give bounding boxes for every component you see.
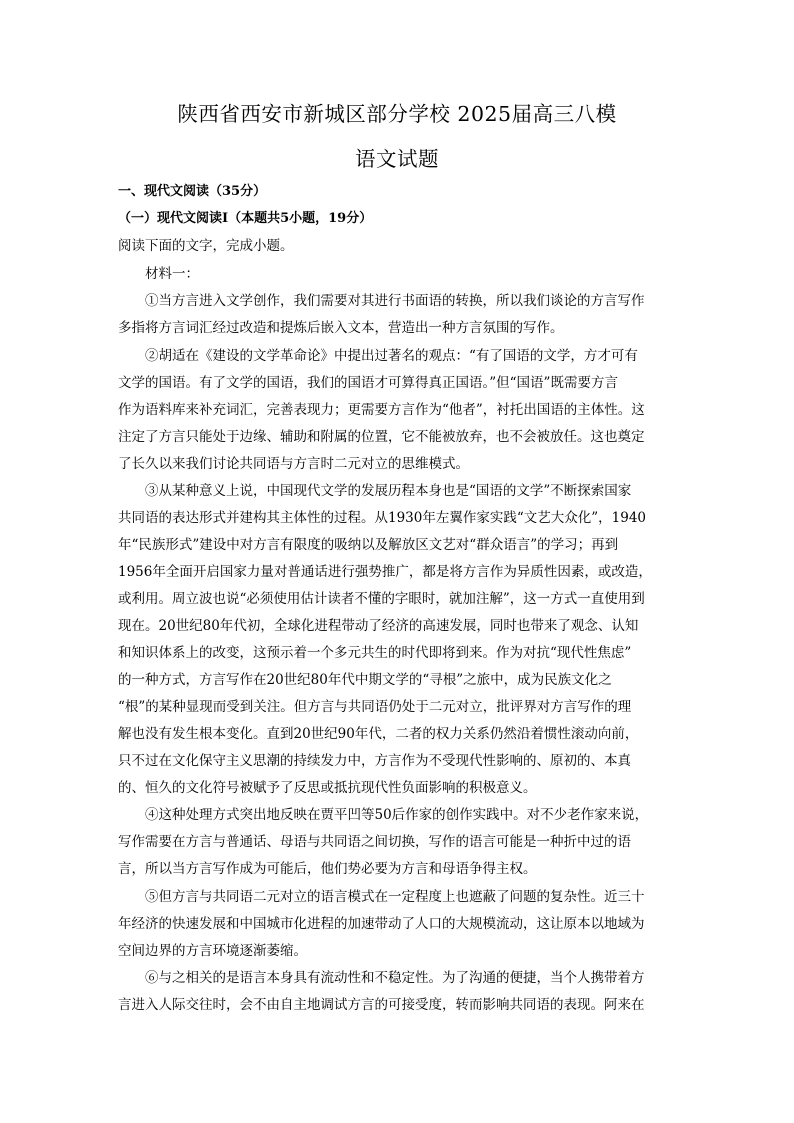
text-line: 注定了方言只能处于边缘、辅助和附属的位置，它不能被放弃，也不会被放任。这也奠定 (118, 429, 645, 445)
text-line: 作为语料库来补充词汇，完善表现力；更需要方言作为“他者”，衬托出国语的主体性。这 (118, 402, 645, 418)
text-line: 或利用。周立波也说“必须使用估计读者不懂的字眼时，就加注解”，这一方式一直使用到 (118, 591, 645, 607)
text-line: 和知识体系上的改变，这预示着一个多元共生的时代即将到来。作为对抗“现代性焦虑” (118, 645, 632, 661)
text-line: ⑥与之相关的是语言本身具有流动性和不稳定性。为了沟通的便捷，当个人携带着方 (145, 970, 645, 986)
text-line: 文学的国语。有了文学的国语，我们的国语才可算得真正国语。”但“国语”既需要方言 (118, 375, 618, 391)
text-line: 共同语的表达形式并建构其主体性的过程。从1930年左翼作家实践“文艺大众化”，1940 (118, 510, 647, 526)
text-line: ②胡适在《建设的文学革命论》中提出过著名的观点：“有了国语的文学，方才可有 (145, 348, 638, 364)
text-line: 1956年全面开启国家力量对普通话进行强势推广，都是将方言作为异质性因素，或改造， (118, 564, 652, 580)
text-line: 言进入人际交往时，会不由自主地调试方言的可接受度，转而影响共同语的表现。阿来在 (118, 997, 645, 1013)
document-title: 陕西省西安市新城区部分学校 2025届高三八模 (177, 102, 617, 126)
text-line: ⑤但方言与共同语二元对立的语言模式在一定程度上也遮蔽了问题的复杂性。近三十 (145, 889, 645, 905)
text-line: 解也没有发生根本变化。直到20世纪90年代，二者的权力关系仍然沿着惯性滚动向前， (118, 726, 639, 742)
text-line: ③从某种意义上说，中国现代文学的发展历程本身也是“国语的文学”不断探索国家 (145, 483, 632, 499)
text-line: 现在。20世纪80年代初，全球化进程带动了经济的高速发展，同时也带来了观念、认知 (118, 618, 639, 634)
text-line: 的一种方式，方言写作在20世纪80年代中期文学的“寻根”之旅中，成为民族文化之 (118, 672, 612, 688)
text-line: 只不过在文化保守主义思潮的持续发力中，方言作为不受现代性影响的、原初的、本真 (118, 753, 631, 769)
material-label: 材料一： (145, 266, 199, 282)
text-line: ①当方言进入文学创作，我们需要对其进行书面语的转换，所以我们谈论的方言写作 (145, 293, 645, 309)
section-subheading: （一）现代文阅读Ⅰ（本题共5小题，19分） (118, 211, 373, 226)
text-line: 写作需要在方言与普通话、母语与共同语之间切换，写作的语言可能是一种折中过的语 (118, 834, 631, 850)
text-line: 年“民族形式”建设中对方言有限度的吸纳以及解放区文艺对“群众语言”的学习；再到 (118, 537, 619, 553)
text-line: ④这种处理方式突出地反映在贾平凹等50后作家的创作实践中。对不少老作家来说， (145, 807, 649, 823)
section-heading: 一、现代文阅读（35分） (118, 184, 267, 199)
text-line: 言，所以当方言写作成为可能后，他们势必要为方言和母语争得主权。 (118, 861, 537, 877)
text-line: 的、恒久的文化符号被赋予了反思或抵抗现代性负面影响的积极意义。 (118, 780, 537, 796)
text-line: 了长久以来我们讨论共同语与方言时二元对立的思维模式。 (118, 456, 469, 472)
text-line: 年经济的快速发展和中国城市化进程的加速带动了人口的大规模流动，这让原本以地域为 (118, 916, 645, 932)
instruction-text: 阅读下面的文字，完成小题。 (118, 238, 294, 254)
text-line: “根”的某种显现而受到关注。但方言与共同语仍处于二元对立，批评界对方言写作的理 (118, 699, 632, 715)
text-line: 空间边界的方言环境逐渐萎缩。 (118, 943, 307, 959)
document-subtitle: 语文试题 (355, 147, 439, 171)
text-line: 多指将方言词汇经过改造和提炼后嵌入文本，营造出一种方言氛围的写作。 (118, 320, 564, 336)
